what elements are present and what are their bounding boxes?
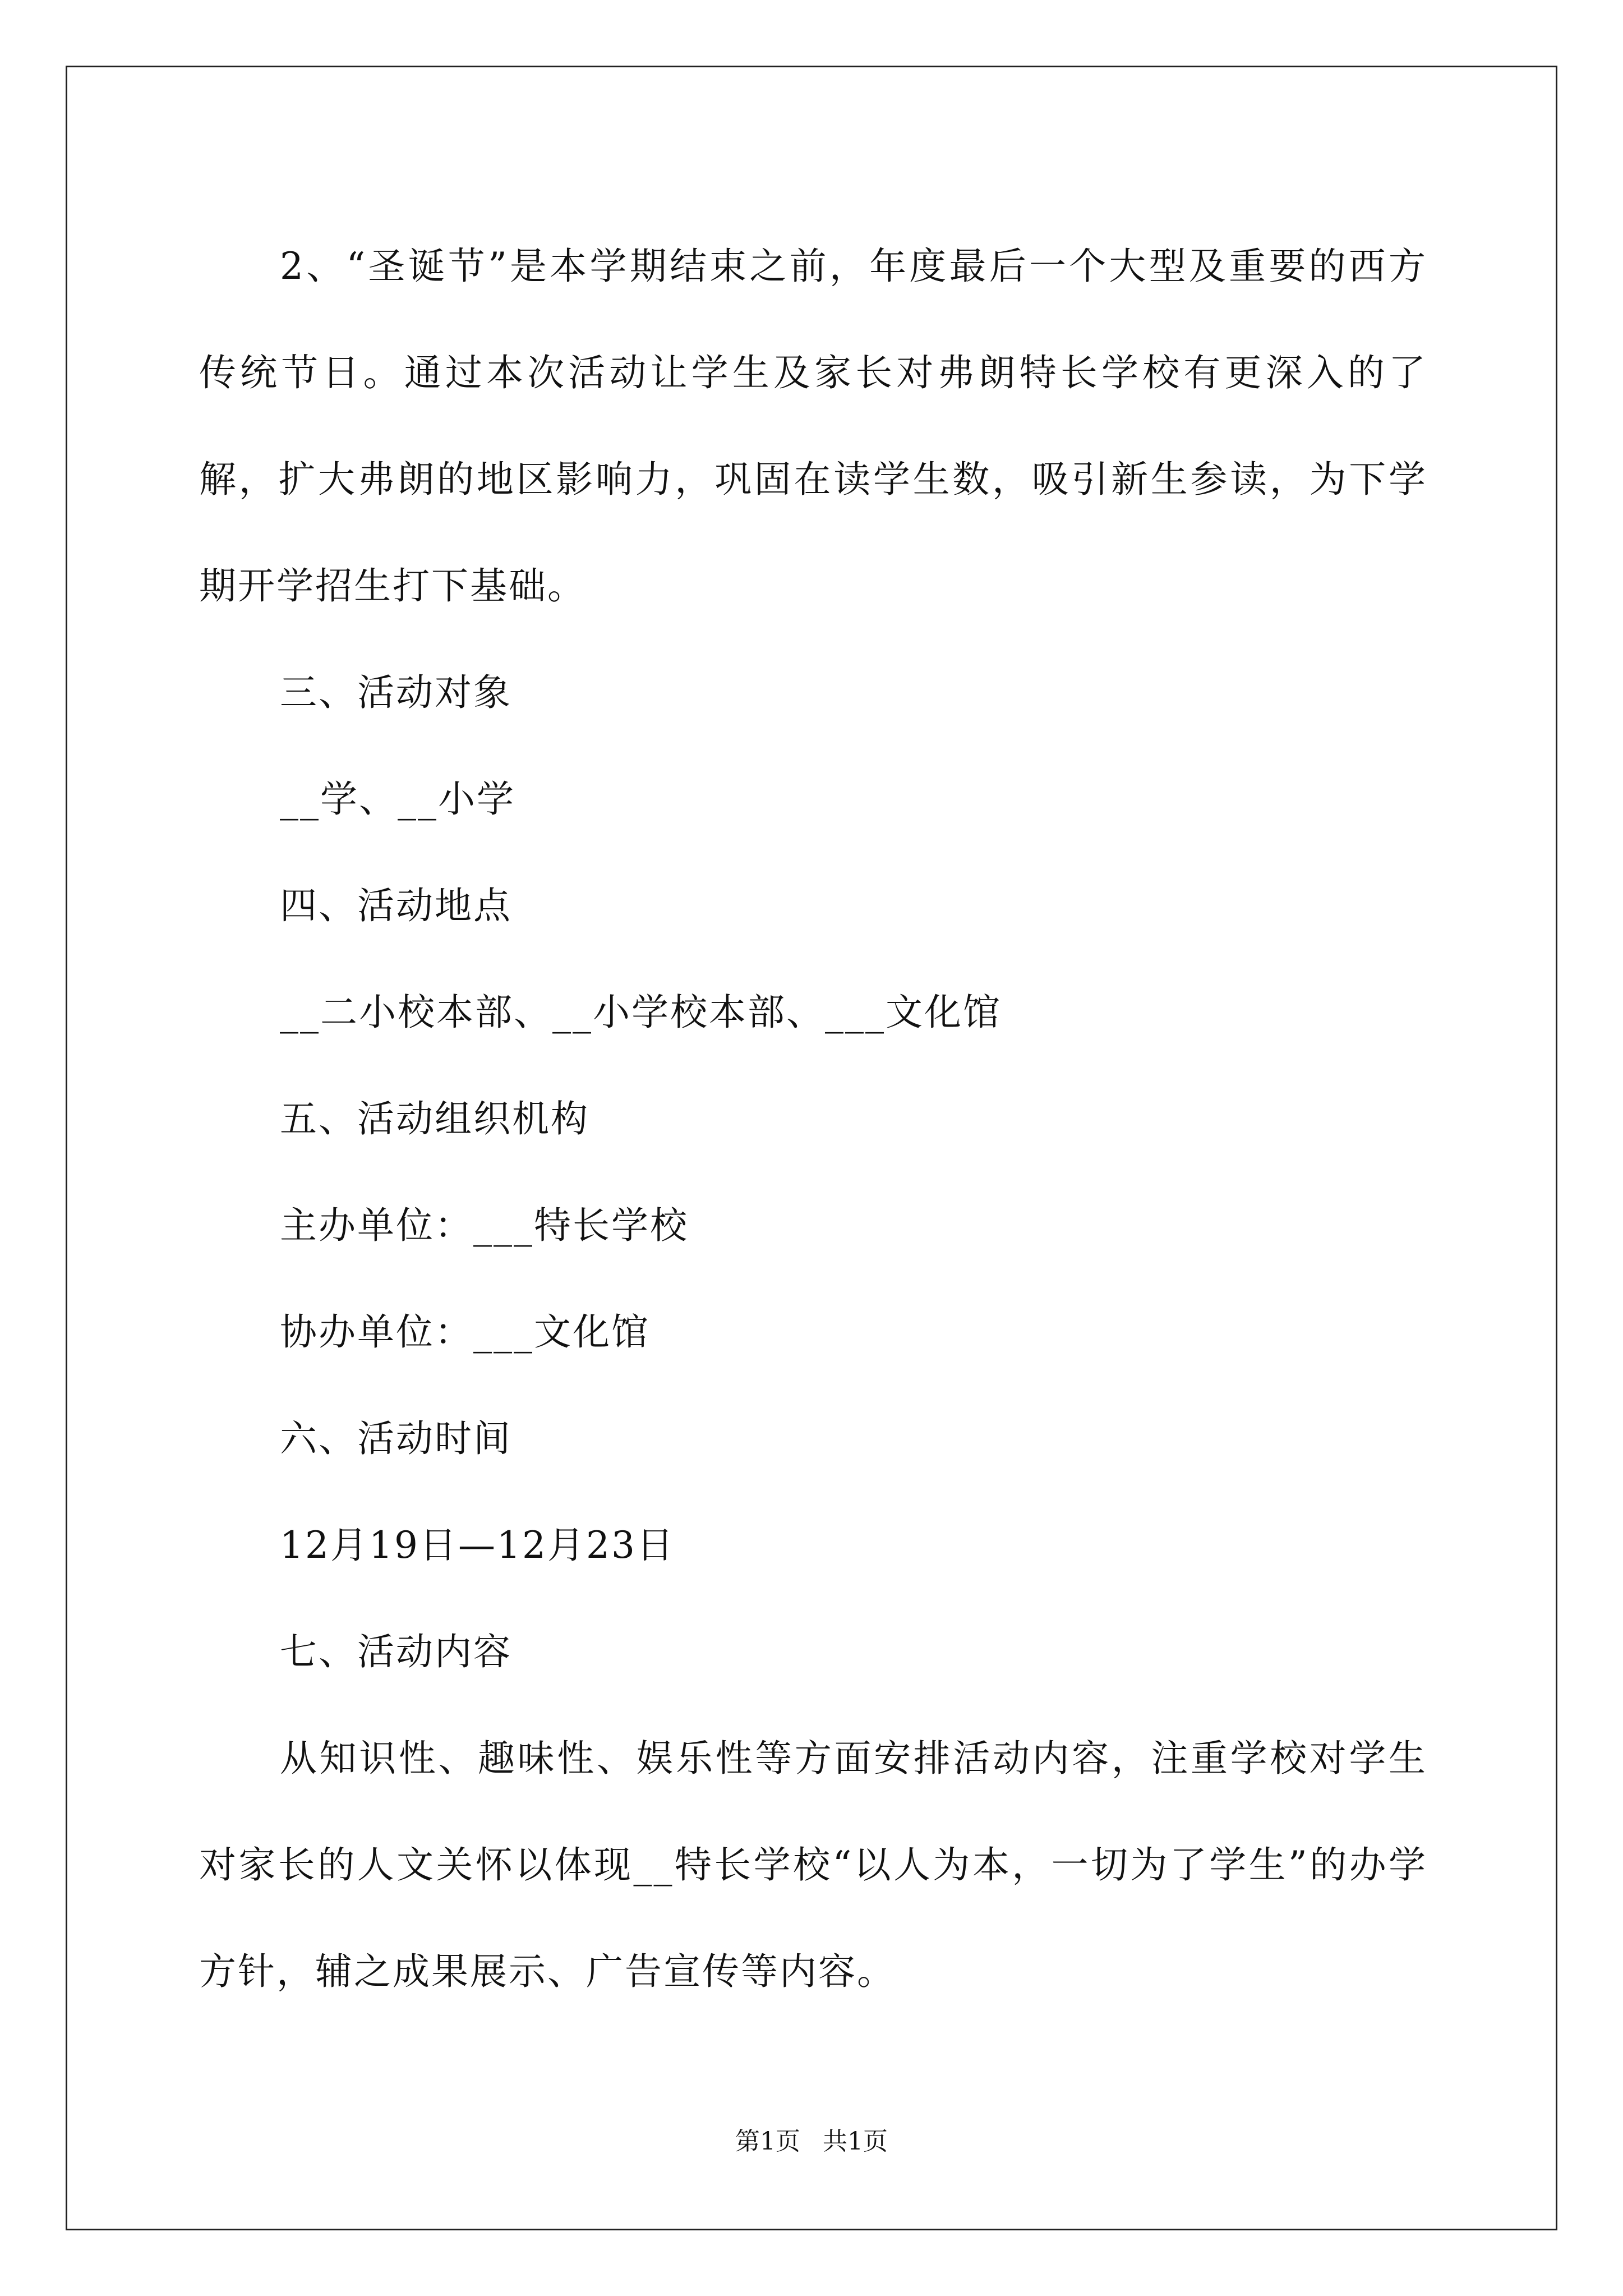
page-footer (0, 2125, 1623, 2159)
activity-target-value: __学、__小学 (280, 777, 515, 821)
document-body (199, 213, 1427, 2025)
activity-location-value: __二小校本部、__小学校本部、___文化馆 (280, 991, 1002, 1034)
heading-activity-content: 七、活动内容 (280, 1630, 512, 1673)
paragraph-activity-content: 从知识性、趣味性、娱乐性等方面安排活动内容，注重学校对学生对家长的人文关怀以体现__特长学校“以人为本，一切为了学生”的办学方针，辅之成果展示、广告宣传等内容。 (199, 1737, 1427, 1993)
heading-activity-time: 六、活动时间 (280, 1417, 512, 1460)
heading-activity-target: 三、活动对象 (280, 671, 512, 714)
heading-organizers: 五、活动组织机构 (280, 1097, 589, 1140)
heading-activity-location: 四、活动地点 (280, 884, 512, 927)
activity-time-value: 12月19日—12月23日 (280, 1524, 675, 1567)
organizer-host: 主办单位：___特长学校 (280, 1204, 689, 1247)
organizer-co-host: 协办单位：___文化馆 (280, 1310, 650, 1354)
page-number-current: 第1页 (735, 2127, 800, 2156)
paragraph-purpose: 2、“圣诞节”是本学期结束之前，年度最后一个大型及重要的西方传统节日。通过本次活动让学生及家长对弗朗特长学校有更深入的了解，扩大弗朗的地区影响力，巩固在读学生数，吸引新生参读，为下学期开学招生打下基础。 (199, 245, 1427, 608)
page-number-total: 共1页 (823, 2127, 888, 2156)
